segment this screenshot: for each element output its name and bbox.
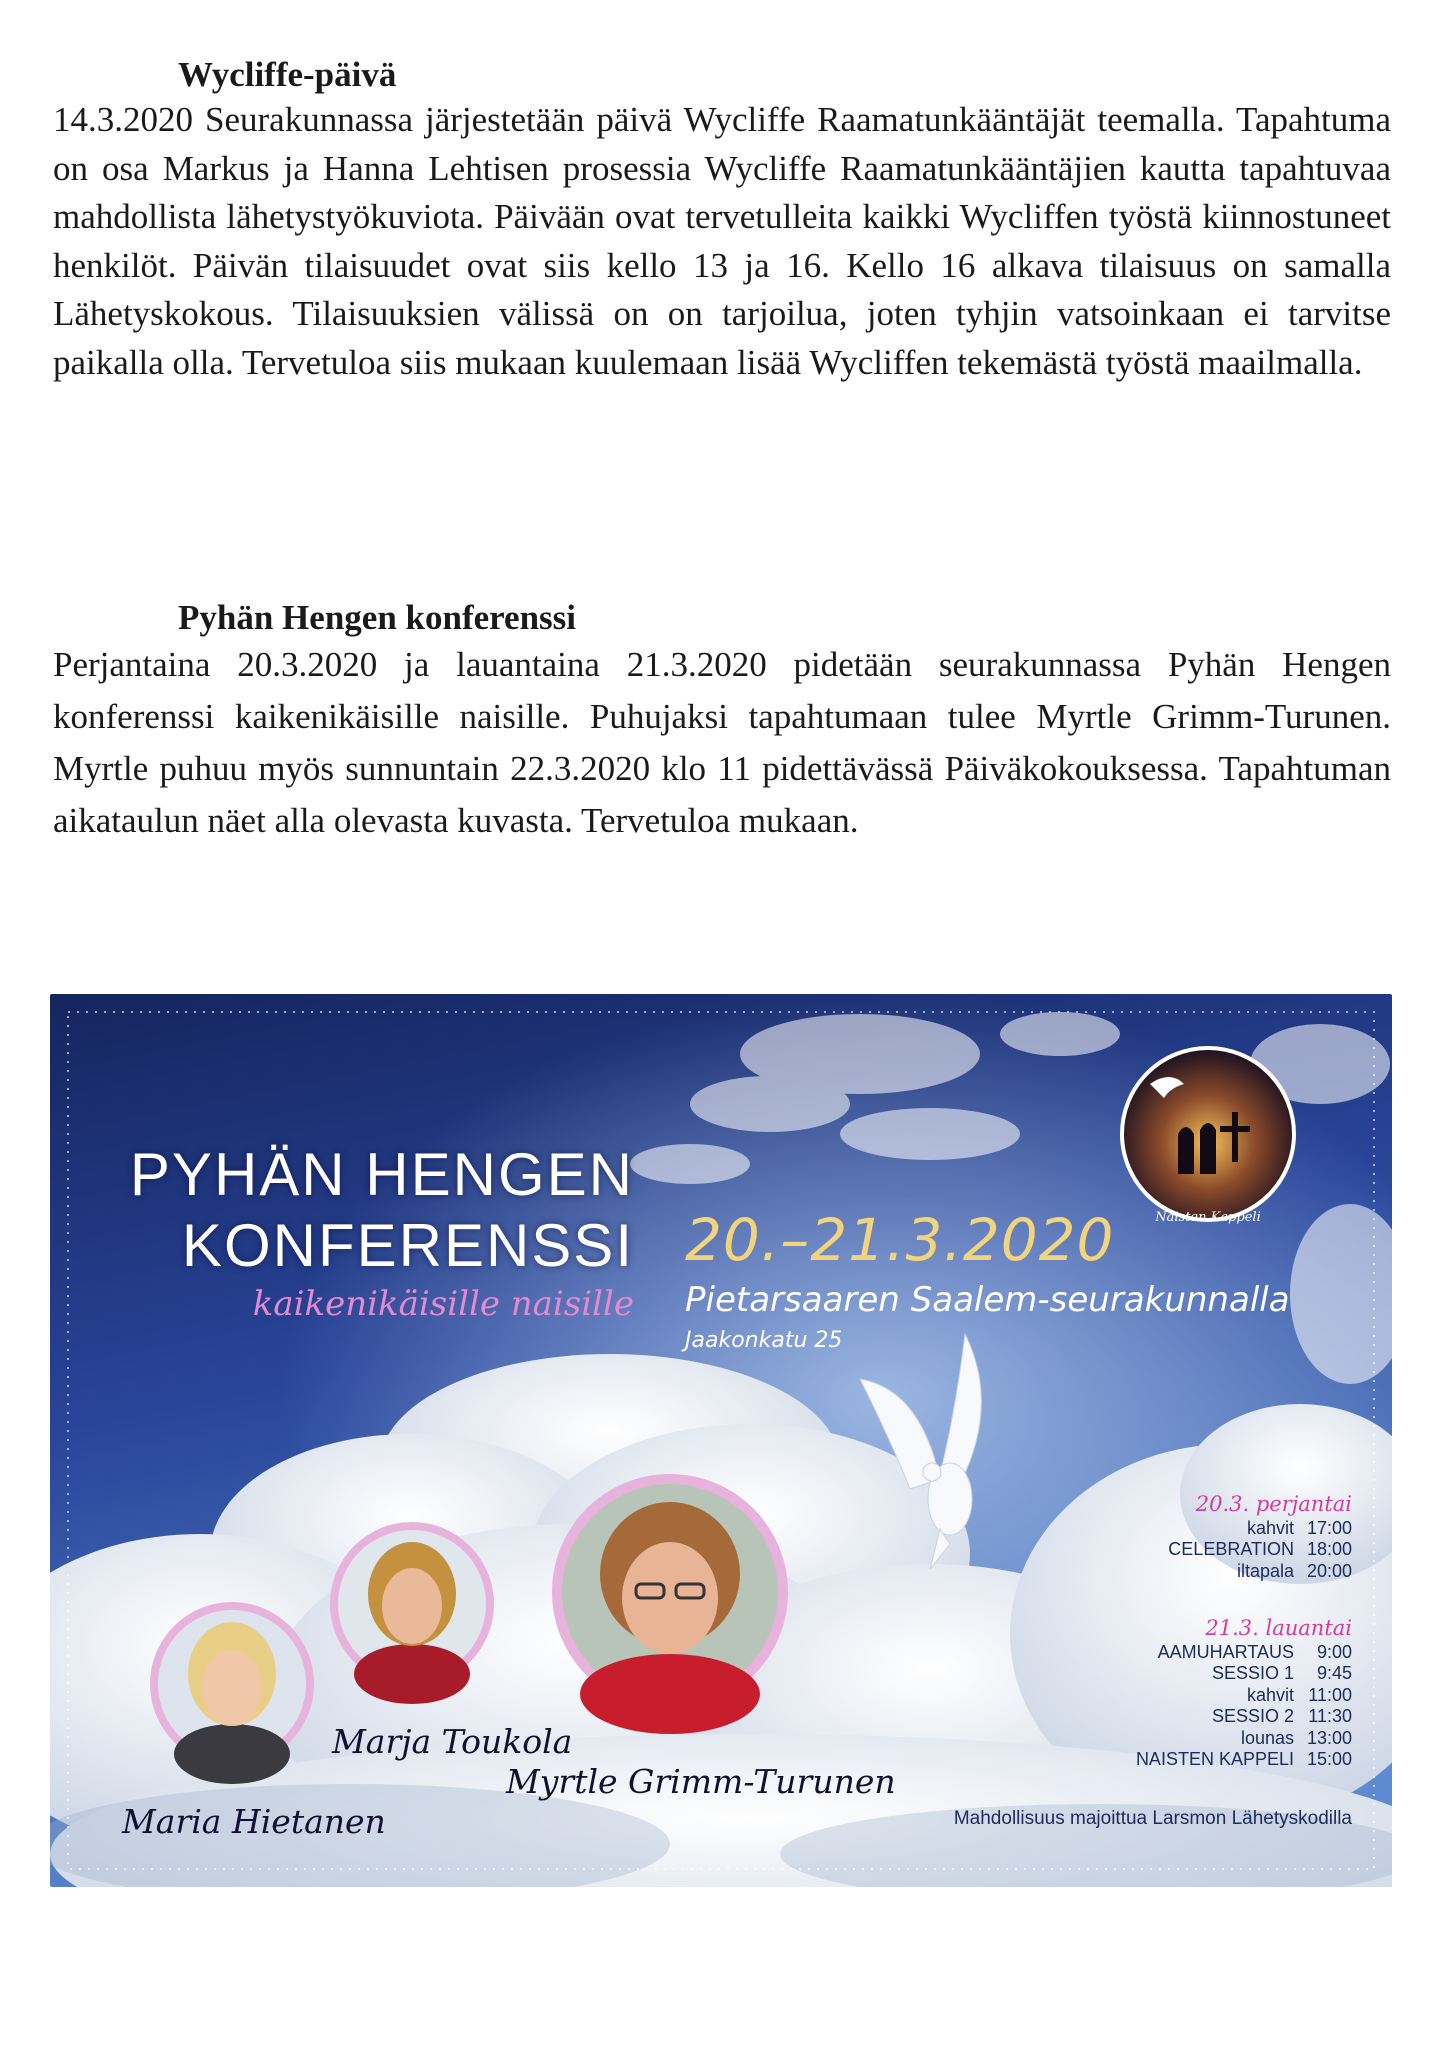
poster-address: Jaakonkatu 25 xyxy=(685,1328,843,1353)
poster-footer: Mahdollisuus majoittua Larsmon Lähetyskodilla xyxy=(953,1808,1352,1829)
schedule-label: NAISTEN KAPPELI xyxy=(1135,1749,1294,1769)
schedule-row xyxy=(1136,1728,1352,1750)
speaker-name-1: Maria Hietanen xyxy=(122,1802,386,1841)
schedule-row xyxy=(1168,1539,1352,1561)
wycliffe-section xyxy=(53,54,1391,387)
conference-section xyxy=(53,597,1391,847)
poster-date: 20.–21.3.2020 xyxy=(685,1206,1115,1274)
schedule-label: SESSIO 1 xyxy=(1211,1663,1294,1683)
schedule-row xyxy=(1136,1685,1352,1707)
schedule-time: 11:30 xyxy=(1308,1706,1352,1726)
schedule-time: 9:45 xyxy=(1316,1663,1352,1683)
poster-subtitle: kaikenikäisille naisille xyxy=(252,1284,634,1324)
wycliffe-heading: Wycliffe-päivä xyxy=(178,55,397,94)
schedule-time: 17:00 xyxy=(1306,1517,1352,1538)
schedule-label: iltapala xyxy=(1236,1560,1294,1581)
poster-title-line-1: PYHÄN HENGEN xyxy=(129,1141,634,1208)
poster-title-line-2: KONFERENSSI xyxy=(181,1212,634,1279)
schedule-friday xyxy=(1168,1494,1352,1582)
schedule-row xyxy=(1136,1706,1352,1728)
schedule-time: 11:00 xyxy=(1308,1684,1352,1705)
schedule-time: 9:00 xyxy=(1316,1641,1352,1662)
speaker-name-3: Myrtle Grimm-Turunen xyxy=(506,1762,896,1801)
schedule-label: AAMUHARTAUS xyxy=(1157,1641,1294,1662)
schedule-time: 18:00 xyxy=(1306,1539,1352,1559)
speaker-name-2: Marja Toukola xyxy=(332,1722,573,1761)
conference-poster xyxy=(50,994,1392,1887)
conference-paragraph: Perjantaina 20.3.2020 ja lauantaina 21.3.2020 pidetään seurakunnassa Pyhän Hengen konferenssi kaikenikäisille naisille. Puhujaksi tapahtumaan tulee Myrtle Grimm-Turunen. Myrtle puhuu myös sunnuntain 22.3.2020 klo 11 pidettävässä Päiväkokouksessa. Tapahtuman aikataulun näet alla olevasta kuvasta. Tervetuloa mukaan. xyxy=(53,645,1391,840)
schedule-day-label: 21.3. lauantai xyxy=(1205,1616,1352,1640)
schedule-label: CELEBRATION xyxy=(1168,1539,1294,1559)
schedule-row xyxy=(1136,1642,1352,1664)
speaker-photo-1 xyxy=(150,1602,314,1784)
schedule-time: 15:00 xyxy=(1306,1749,1352,1769)
schedule-time: 13:00 xyxy=(1306,1727,1352,1748)
speaker-photo-2 xyxy=(330,1522,494,1704)
schedule-row xyxy=(1136,1749,1352,1771)
speaker-photo-3 xyxy=(552,1474,788,1734)
conference-heading: Pyhän Hengen konferenssi xyxy=(178,598,577,637)
schedule-time: 20:00 xyxy=(1306,1560,1352,1581)
schedule-row xyxy=(1168,1518,1352,1540)
wycliffe-paragraph: 14.3.2020 Seurakunnassa järjestetään päivä Wycliffe Raamatunkääntäjät teemalla. Tapahtuma on osa Markus ja Hanna Lehtisen prosessia Wycliffe Raamatunkääntäjien kautta tapahtuvaa mahdollista lähetystyökuviota. Päivään ovat tervetulleita kaikki Wycliffen työstä kiinnostuneet henkilöt. Päivän tilaisuudet ovat siis kello 13 ja 16. Kello 16 alkava tilaisuus on samalla Lähetyskokous. Tilaisuuksien välissä on on tarjoilua, joten tyhjin vatsoinkaan ei tarvitse paikalla olla. Tervetuloa siis mukaan kuulemaan lisää Wycliffen tekemästä työstä maailmalla. xyxy=(53,100,1391,382)
schedule-row xyxy=(1136,1663,1352,1685)
naisten-kappeli-logo-icon xyxy=(1122,1048,1294,1220)
schedule-label: lounas xyxy=(1240,1727,1294,1748)
schedule-saturday xyxy=(1136,1618,1352,1771)
schedule-row xyxy=(1168,1561,1352,1583)
schedule-label: SESSIO 2 xyxy=(1211,1706,1294,1726)
logo-caption: Naisten Kappeli xyxy=(1155,1210,1261,1225)
schedule-label: kahvit xyxy=(1246,1517,1294,1538)
schedule-label: kahvit xyxy=(1246,1684,1294,1705)
poster-venue: Pietarsaaren Saalem-seurakunnalla xyxy=(685,1280,1290,1320)
schedule-day-label: 20.3. perjantai xyxy=(1195,1492,1352,1516)
